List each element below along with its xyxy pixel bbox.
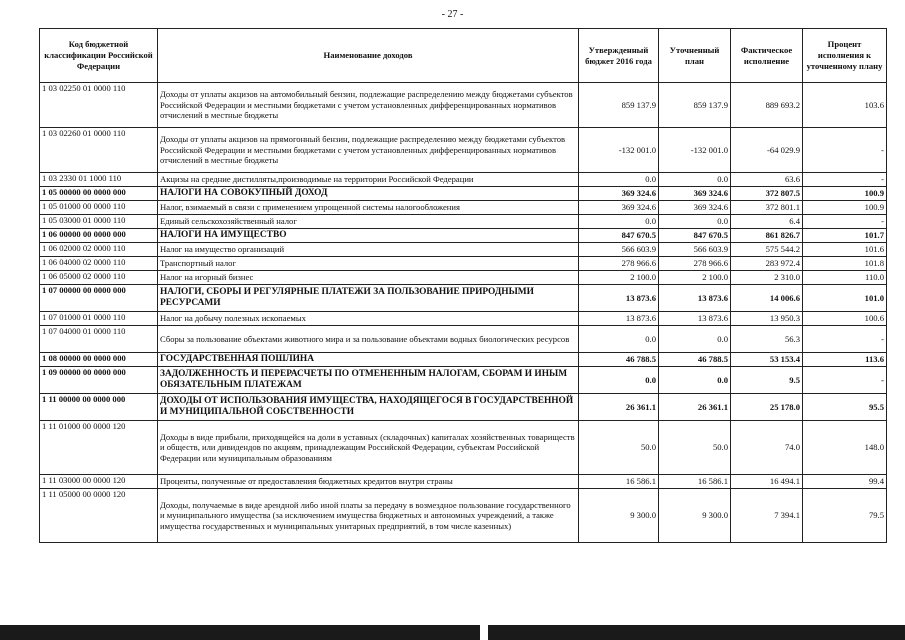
table-row bbox=[40, 421, 887, 475]
header-name: Наименование доходов bbox=[158, 29, 579, 83]
row-name: Налог, взимаемый в связи с применением упрощенной системы налогообложения bbox=[158, 201, 579, 215]
table-header-row bbox=[40, 29, 887, 83]
row-name: НАЛОГИ НА СОВОКУПНЫЙ ДОХОД bbox=[158, 187, 579, 201]
table-row bbox=[40, 215, 887, 229]
row-revised: 9 300.0 bbox=[659, 489, 731, 543]
page-number: - 27 - bbox=[441, 9, 464, 20]
header-actual: Фактическое исполнение bbox=[731, 29, 803, 83]
row-revised: 847 670.5 bbox=[659, 229, 731, 243]
row-percent: 79.5 bbox=[803, 489, 887, 543]
row-approved: 0.0 bbox=[579, 326, 659, 353]
row-name: Транспортный налог bbox=[158, 257, 579, 271]
row-code: 1 09 00000 00 0000 000 bbox=[40, 367, 158, 394]
row-approved: 2 100.0 bbox=[579, 271, 659, 285]
table-row bbox=[40, 229, 887, 243]
row-revised: 13 873.6 bbox=[659, 312, 731, 326]
row-approved: 16 586.1 bbox=[579, 475, 659, 489]
row-approved: -132 001.0 bbox=[579, 128, 659, 173]
table-row bbox=[40, 83, 887, 128]
row-actual: 372 807.5 bbox=[731, 187, 803, 201]
row-revised: 369 324.6 bbox=[659, 201, 731, 215]
row-code: 1 03 02250 01 0000 110 bbox=[40, 83, 158, 128]
row-percent: 113.6 bbox=[803, 353, 887, 367]
row-approved: 26 361.1 bbox=[579, 394, 659, 421]
row-percent: 101.0 bbox=[803, 285, 887, 312]
table-row bbox=[40, 326, 887, 353]
row-approved: 13 873.6 bbox=[579, 312, 659, 326]
row-revised: 2 100.0 bbox=[659, 271, 731, 285]
row-percent: 103.6 bbox=[803, 83, 887, 128]
row-approved: 369 324.6 bbox=[579, 187, 659, 201]
row-percent: - bbox=[803, 367, 887, 394]
row-actual: 889 693.2 bbox=[731, 83, 803, 128]
row-actual: 25 178.0 bbox=[731, 394, 803, 421]
row-actual: 56.3 bbox=[731, 326, 803, 353]
row-revised: 16 586.1 bbox=[659, 475, 731, 489]
table-row bbox=[40, 173, 887, 187]
row-percent: - bbox=[803, 326, 887, 353]
table-row bbox=[40, 243, 887, 257]
header-percent: Процент исполнения к уточненному плану bbox=[803, 29, 887, 83]
row-code: 1 11 00000 00 0000 000 bbox=[40, 394, 158, 421]
row-code: 1 03 02260 01 0000 110 bbox=[40, 128, 158, 173]
row-percent: - bbox=[803, 173, 887, 187]
row-percent: 100.9 bbox=[803, 201, 887, 215]
row-name: Доходы в виде прибыли, приходящейся на доли в уставных (складочных) капиталах хозяйственных товариществ и обществ, или дивидендов по акциям, принадлежащим Российской Федерации, субъектам Российской Федерации или муниципальным образованиям bbox=[158, 421, 579, 475]
row-name: Доходы от уплаты акцизов на автомобильный бензин, подлежащие распределению между бюджетами субъектов Российской Федерации и местными бюджетами с учетом установленных дифференцированных нормативов отчислений в местные бюджеты bbox=[158, 83, 579, 128]
row-approved: 0.0 bbox=[579, 215, 659, 229]
row-name: Акцизы на средние дистилляты,производимые на территории Российской Федерации bbox=[158, 173, 579, 187]
row-actual: 14 006.6 bbox=[731, 285, 803, 312]
row-approved: 0.0 bbox=[579, 173, 659, 187]
row-name: ЗАДОЛЖЕННОСТЬ И ПЕРЕРАСЧЕТЫ ПО ОТМЕНЕННЫМ НАЛОГАМ, СБОРАМ И ИНЫМ ОБЯЗАТЕЛЬНЫМ ПЛАТЕЖАМ bbox=[158, 367, 579, 394]
table-row bbox=[40, 257, 887, 271]
row-name: Налог на игорный бизнес bbox=[158, 271, 579, 285]
row-revised: 0.0 bbox=[659, 215, 731, 229]
header-code: Код бюджетной классификации Российской Федерации bbox=[40, 29, 158, 83]
row-name: НАЛОГИ, СБОРЫ И РЕГУЛЯРНЫЕ ПЛАТЕЖИ ЗА ПОЛЬЗОВАНИЕ ПРИРОДНЫМИ РЕСУРСАМИ bbox=[158, 285, 579, 312]
row-approved: 369 324.6 bbox=[579, 201, 659, 215]
row-name: ДОХОДЫ ОТ ИСПОЛЬЗОВАНИЯ ИМУЩЕСТВА, НАХОДЯЩЕГОСЯ В ГОСУДАРСТВЕННОЙ И МУНИЦИПАЛЬНОЙ СОБСТВЕННОСТИ bbox=[158, 394, 579, 421]
row-percent: 100.9 bbox=[803, 187, 887, 201]
row-percent: 101.6 bbox=[803, 243, 887, 257]
row-code: 1 06 02000 02 0000 110 bbox=[40, 243, 158, 257]
row-actual: 63.6 bbox=[731, 173, 803, 187]
table-row bbox=[40, 201, 887, 215]
row-revised: 0.0 bbox=[659, 173, 731, 187]
row-actual: 16 494.1 bbox=[731, 475, 803, 489]
row-actual: 283 972.4 bbox=[731, 257, 803, 271]
row-percent: 148.0 bbox=[803, 421, 887, 475]
row-code: 1 06 00000 00 0000 000 bbox=[40, 229, 158, 243]
row-code: 1 11 05000 00 0000 120 bbox=[40, 489, 158, 543]
row-name: ГОСУДАРСТВЕННАЯ ПОШЛИНА bbox=[158, 353, 579, 367]
row-code: 1 03 2330 01 1000 110 bbox=[40, 173, 158, 187]
table-row bbox=[40, 353, 887, 367]
row-revised: 50.0 bbox=[659, 421, 731, 475]
row-code: 1 11 01000 00 0000 120 bbox=[40, 421, 158, 475]
table-row bbox=[40, 271, 887, 285]
row-name: Единый сельскохозяйственный налог bbox=[158, 215, 579, 229]
row-actual: 53 153.4 bbox=[731, 353, 803, 367]
row-actual: 372 801.1 bbox=[731, 201, 803, 215]
row-revised: 566 603.9 bbox=[659, 243, 731, 257]
row-approved: 566 603.9 bbox=[579, 243, 659, 257]
header-revised: Уточненный план bbox=[659, 29, 731, 83]
table-row bbox=[40, 489, 887, 543]
row-actual: 74.0 bbox=[731, 421, 803, 475]
table-row bbox=[40, 285, 887, 312]
row-percent: 99.4 bbox=[803, 475, 887, 489]
row-actual: 6.4 bbox=[731, 215, 803, 229]
row-name: Сборы за пользование объектами животного мира и за пользование объектами водных биологических ресурсов bbox=[158, 326, 579, 353]
row-actual: 13 950.3 bbox=[731, 312, 803, 326]
row-approved: 859 137.9 bbox=[579, 83, 659, 128]
row-code: 1 07 01000 01 0000 110 bbox=[40, 312, 158, 326]
row-percent: - bbox=[803, 128, 887, 173]
header-approved: Утвержденный бюджет 2016 года bbox=[579, 29, 659, 83]
row-name: Налог на имущество организаций bbox=[158, 243, 579, 257]
row-percent: 95.5 bbox=[803, 394, 887, 421]
row-percent: 110.0 bbox=[803, 271, 887, 285]
table-row bbox=[40, 475, 887, 489]
scan-bottom-border bbox=[0, 625, 905, 640]
row-code: 1 11 03000 00 0000 120 bbox=[40, 475, 158, 489]
row-actual: 2 310.0 bbox=[731, 271, 803, 285]
row-approved: 9 300.0 bbox=[579, 489, 659, 543]
row-name: НАЛОГИ НА ИМУЩЕСТВО bbox=[158, 229, 579, 243]
row-code: 1 05 01000 00 0000 110 bbox=[40, 201, 158, 215]
row-revised: -132 001.0 bbox=[659, 128, 731, 173]
row-actual: 575 544.2 bbox=[731, 243, 803, 257]
revenue-table bbox=[39, 28, 887, 543]
table-row bbox=[40, 128, 887, 173]
row-actual: 861 826.7 bbox=[731, 229, 803, 243]
table-row bbox=[40, 187, 887, 201]
row-name: Доходы, получаемые в виде арендной либо иной платы за передачу в возмездное пользование государственного и муниципального имущества (за исключением имущества бюджетных и автономных учреждений, а также имущества государственных и муниципальных унитарных предприятий, в том числе казенных) bbox=[158, 489, 579, 543]
scan-bottom-gap bbox=[480, 625, 488, 640]
row-approved: 50.0 bbox=[579, 421, 659, 475]
row-name: Налог на добычу полезных ископаемых bbox=[158, 312, 579, 326]
table-row bbox=[40, 367, 887, 394]
row-revised: 13 873.6 bbox=[659, 285, 731, 312]
row-code: 1 07 04000 01 0000 110 bbox=[40, 326, 158, 353]
row-code: 1 07 00000 00 0000 000 bbox=[40, 285, 158, 312]
row-code: 1 06 05000 02 0000 110 bbox=[40, 271, 158, 285]
row-revised: 26 361.1 bbox=[659, 394, 731, 421]
row-revised: 0.0 bbox=[659, 367, 731, 394]
row-approved: 278 966.6 bbox=[579, 257, 659, 271]
row-revised: 369 324.6 bbox=[659, 187, 731, 201]
row-approved: 0.0 bbox=[579, 367, 659, 394]
row-code: 1 05 03000 01 0000 110 bbox=[40, 215, 158, 229]
row-name: Проценты, полученные от предоставления бюджетных кредитов внутри страны bbox=[158, 475, 579, 489]
row-approved: 847 670.5 bbox=[579, 229, 659, 243]
row-revised: 278 966.6 bbox=[659, 257, 731, 271]
row-revised: 46 788.5 bbox=[659, 353, 731, 367]
row-percent: 101.8 bbox=[803, 257, 887, 271]
row-actual: -64 029.9 bbox=[731, 128, 803, 173]
row-actual: 9.5 bbox=[731, 367, 803, 394]
row-approved: 46 788.5 bbox=[579, 353, 659, 367]
table-row bbox=[40, 312, 887, 326]
row-name: Доходы от уплаты акцизов на прямогонный бензин, подлежащие распределению между бюджетами субъектов Российской Федерации и местными бюджетами с учетом установленных дифференцированных нормативов отчислений в местные бюджеты bbox=[158, 128, 579, 173]
row-percent: - bbox=[803, 215, 887, 229]
table-row bbox=[40, 394, 887, 421]
row-actual: 7 394.1 bbox=[731, 489, 803, 543]
row-percent: 100.6 bbox=[803, 312, 887, 326]
row-revised: 0.0 bbox=[659, 326, 731, 353]
row-percent: 101.7 bbox=[803, 229, 887, 243]
row-code: 1 06 04000 02 0000 110 bbox=[40, 257, 158, 271]
row-revised: 859 137.9 bbox=[659, 83, 731, 128]
row-code: 1 05 00000 00 0000 000 bbox=[40, 187, 158, 201]
row-approved: 13 873.6 bbox=[579, 285, 659, 312]
row-code: 1 08 00000 00 0000 000 bbox=[40, 353, 158, 367]
